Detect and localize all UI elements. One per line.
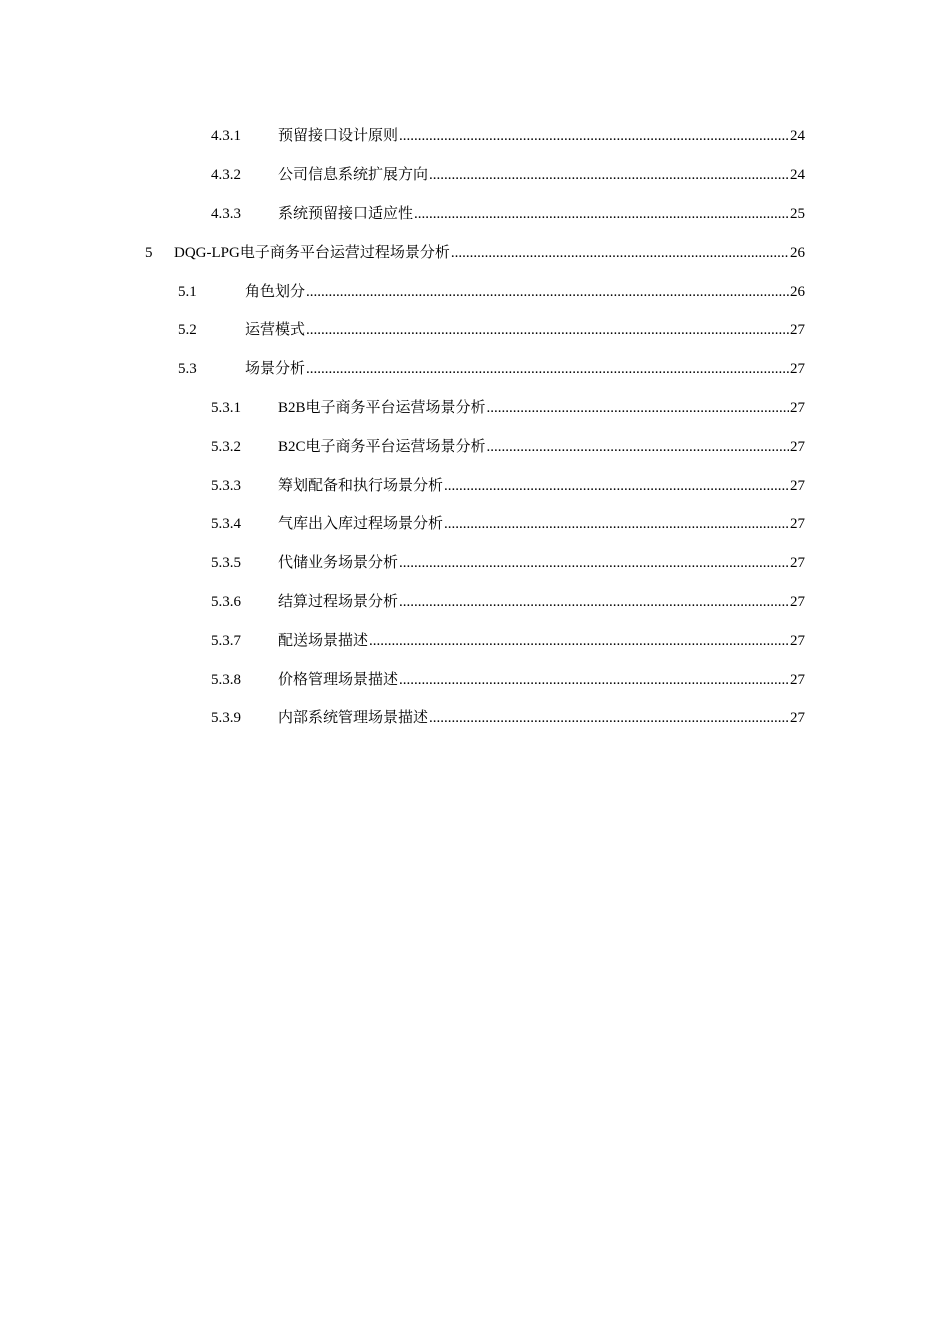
toc-entry-5-2[interactable] xyxy=(178,318,805,342)
toc-entry-number: 5.2 xyxy=(178,322,197,338)
toc-entry-5-3-1[interactable] xyxy=(211,396,805,420)
toc-entry-title: B2B电子商务平台运营场景分析 xyxy=(278,400,486,416)
toc-entry-number: 5.3.5 xyxy=(211,555,241,571)
toc-entry-number: 5.3 xyxy=(178,361,197,377)
toc-entry-number: 5.3.2 xyxy=(211,439,241,455)
dot-leader xyxy=(487,435,789,459)
toc-entry-5-3-2[interactable] xyxy=(211,435,805,459)
toc-entry-number: 5.3.7 xyxy=(211,633,241,649)
toc-entry-title: 场景分析 xyxy=(245,361,306,377)
toc-entry-page: 27 xyxy=(790,478,805,494)
dot-leader xyxy=(399,590,789,614)
toc-entry-page: 27 xyxy=(790,555,805,571)
toc-entry-number: 5.3.4 xyxy=(211,516,241,532)
toc-entry-title: 代储业务场景分析 xyxy=(278,555,399,571)
toc-entry-page: 24 xyxy=(790,128,805,144)
dot-leader xyxy=(306,357,789,381)
toc-entry-page: 27 xyxy=(790,361,805,377)
toc-entry-title: 筹划配备和执行场景分析 xyxy=(278,478,444,494)
toc-entry-title: 系统预留接口适应性 xyxy=(278,206,414,222)
toc-entry-title: B2C电子商务平台运营场景分析 xyxy=(278,439,486,455)
toc-entry-title: 运营模式 xyxy=(245,322,306,338)
toc-entry-page: 24 xyxy=(790,167,805,183)
toc-entry-5[interactable] xyxy=(145,241,805,265)
toc-entry-5-3-9[interactable] xyxy=(211,706,805,730)
dot-leader xyxy=(429,163,789,187)
toc-entry-title: 公司信息系统扩展方向 xyxy=(278,167,429,183)
toc-entry-title: 价格管理场景描述 xyxy=(278,672,399,688)
toc-entry-title: 内部系统管理场景描述 xyxy=(278,710,429,726)
toc-entry-page: 26 xyxy=(790,284,805,300)
toc-entry-page: 27 xyxy=(790,633,805,649)
dot-leader xyxy=(451,241,789,265)
toc-entry-4-3-2[interactable] xyxy=(211,163,805,187)
toc-entry-5-3-5[interactable] xyxy=(211,551,805,575)
toc-entry-5-3-6[interactable] xyxy=(211,590,805,614)
toc-entry-4-3-3[interactable] xyxy=(211,202,805,226)
toc-entry-5-1[interactable] xyxy=(178,280,805,304)
toc-entry-number: 5 xyxy=(145,245,153,261)
toc-entry-page: 27 xyxy=(790,672,805,688)
toc-entry-number: 5.3.8 xyxy=(211,672,241,688)
dot-leader xyxy=(306,280,789,304)
dot-leader xyxy=(429,706,789,730)
toc-entry-number: 4.3.3 xyxy=(211,206,241,222)
toc-entry-title: 结算过程场景分析 xyxy=(278,594,399,610)
dot-leader xyxy=(399,124,789,148)
dot-leader xyxy=(399,551,789,575)
dot-leader xyxy=(306,318,789,342)
toc-entry-5-3-4[interactable] xyxy=(211,512,805,536)
dot-leader xyxy=(399,668,789,692)
toc-entry-page: 25 xyxy=(790,206,805,222)
toc-entry-5-3-8[interactable] xyxy=(211,668,805,692)
dot-leader xyxy=(487,396,789,420)
dot-leader xyxy=(444,512,789,536)
toc-entry-5-3-7[interactable] xyxy=(211,629,805,653)
toc-entry-number: 5.3.3 xyxy=(211,478,241,494)
toc-entry-number: 4.3.1 xyxy=(211,128,241,144)
toc-entry-title: 预留接口设计原则 xyxy=(278,128,399,144)
toc-entry-page: 27 xyxy=(790,594,805,610)
toc-entry-5-3[interactable] xyxy=(178,357,805,381)
toc-entry-page: 27 xyxy=(790,710,805,726)
toc-entry-page: 27 xyxy=(790,400,805,416)
toc-entry-title: 角色划分 xyxy=(245,284,306,300)
toc-entry-number: 5.3.6 xyxy=(211,594,241,610)
toc-entry-page: 27 xyxy=(790,439,805,455)
toc-entry-5-3-3[interactable] xyxy=(211,474,805,498)
toc-entry-title: 配送场景描述 xyxy=(278,633,369,649)
dot-leader xyxy=(444,474,789,498)
dot-leader xyxy=(369,629,789,653)
toc-entry-number: 5.3.1 xyxy=(211,400,241,416)
toc-entry-page: 27 xyxy=(790,322,805,338)
toc-entry-number: 5.1 xyxy=(178,284,197,300)
toc-entry-page: 26 xyxy=(790,245,805,261)
toc-entry-title: 气库出入库过程场景分析 xyxy=(278,516,444,532)
toc-entry-page: 27 xyxy=(790,516,805,532)
dot-leader xyxy=(414,202,789,226)
toc-entry-number: 5.3.9 xyxy=(211,710,241,726)
toc-entry-title: DQG-LPG电子商务平台运营过程场景分析 xyxy=(174,245,450,261)
toc-entry-4-3-1[interactable] xyxy=(211,124,805,148)
toc-entry-number: 4.3.2 xyxy=(211,167,241,183)
